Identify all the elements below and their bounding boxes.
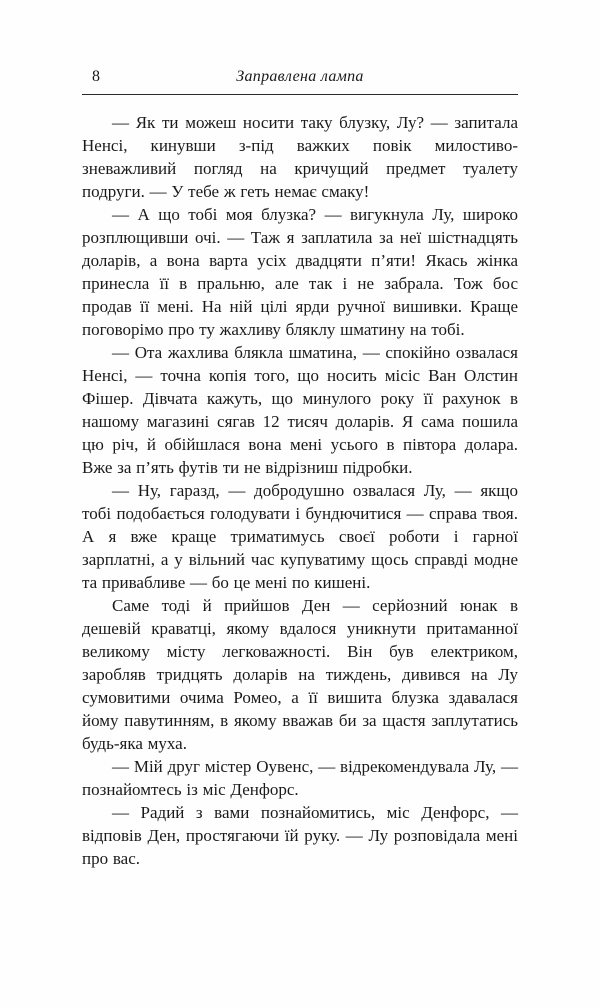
page-body — [82, 111, 518, 870]
paragraph-6: — Мій друг містер Оувенс, — відрекомендувала Лу, — познайомтесь із міс Денфорс. — [82, 757, 518, 799]
paragraph-3: — Ота жахлива блякла шматина, — спокійно озвалася Ненсі, — точна копія того, що носить місіс Ван Олстин Фішер. Дівчата кажуть, що минулого року її рахунок в нашому магазині сягав 12 тисяч доларів. Я сама пошила цю річ, й обійшлася вона мені усього в півтора долара. Вже за п’ять футів ти не відрізниш підробки. — [82, 343, 518, 477]
page-number: 8 — [92, 68, 101, 85]
paragraph-4: — Ну, гаразд, — добродушно озвалася Лу, — якщо тобі подобається голодувати і бундючитися — справа твоя. А я вже краще триматимусь своєї роботи і гарної зарплатні, а у вільний час купуватиму щось справді модне та привабливе — бо це мені по кишені. — [82, 481, 518, 592]
paragraph-1: — Як ти можеш носити таку блузку, Лу? — запитала Ненсі, кинувши з-під важких повік милостиво-зневажливий погляд на кричущий предмет туалету подруги. — У тебе ж геть немає смаку! — [82, 113, 518, 201]
header-rule — [82, 94, 518, 95]
paragraph-5: Саме тоді й прийшов Ден — серйозний юнак в дешевій краватці, якому вдалося уникнути притаманної великому місту легковажності. Він був електриком, заробляв тридцять доларів на тиждень, дивився на Лу сумовитими очима Ромео, а її вишита блузка здавалася йому павутинням, в якому вважав би за щастя заплутатись будь-яка муха. — [82, 596, 518, 753]
paragraph-7: — Радий з вами познайомитись, міс Денфорс, — відповів Ден, простягаючи їй руку. — Лу розповідала мені про вас. — [82, 803, 518, 868]
running-title: Заправлена лампа — [236, 68, 364, 85]
paragraph-2: — А що тобі моя блузка? — вигукнула Лу, широко розплющивши очі. — Таж я заплатила за неї шістнадцять доларів, а вона варта усіх двадцяти п’яти! Якась жінка принесла її в пральню, але так і не забрала. Тож бос продав її мені. На ній цілі ярди ручної вишивки. Краще поговорімо про ту жахливу бляклу шматину на тобі. — [82, 205, 518, 339]
page-header — [82, 66, 518, 88]
